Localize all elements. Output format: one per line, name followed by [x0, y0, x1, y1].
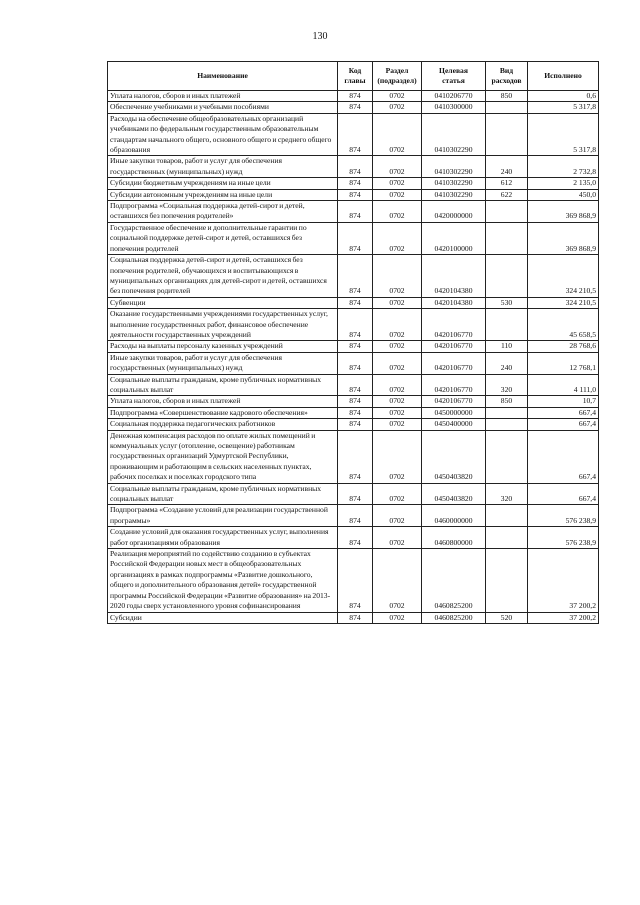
row-section: 0702 — [373, 419, 422, 430]
row-expense-type: 320 — [486, 483, 528, 505]
header-code — [338, 62, 373, 91]
header-target — [422, 62, 486, 91]
table-row — [108, 352, 599, 374]
header-target-line-1: Целевая — [439, 65, 468, 75]
table-row — [108, 156, 599, 178]
row-amount: 324 210,5 — [528, 255, 599, 298]
row-target: 0420106770 — [422, 396, 486, 407]
row-amount: 667,4 — [528, 407, 599, 418]
header-expense-type — [486, 62, 528, 91]
row-target: 0420106770 — [422, 352, 486, 374]
row-name: Расходы на обеспечение общеобразовательных организаций учебниками по федеральным государственным образовательным стандартам начального общего, основного общего и среднего общего образования — [108, 113, 338, 156]
row-amount: 369 868,9 — [528, 222, 599, 254]
row-amount: 37 200,2 — [528, 612, 599, 623]
row-section: 0702 — [373, 222, 422, 254]
row-section: 0702 — [373, 91, 422, 102]
table-row — [108, 549, 599, 612]
row-code: 874 — [338, 201, 373, 223]
row-expense-type — [486, 222, 528, 254]
row-expense-type: 110 — [486, 341, 528, 352]
row-code: 874 — [338, 102, 373, 113]
row-expense-type — [486, 309, 528, 341]
row-section: 0702 — [373, 612, 422, 623]
row-name: Иные закупки товаров, работ и услуг для обеспечения государственных (муниципальных) нужд — [108, 156, 338, 178]
row-amount: 576 238,9 — [528, 505, 599, 527]
table-row — [108, 483, 599, 505]
row-amount: 450,0 — [528, 189, 599, 200]
row-section: 0702 — [373, 407, 422, 418]
row-name: Субсидии — [108, 612, 338, 623]
row-expense-type — [486, 407, 528, 418]
row-name: Иные закупки товаров, работ и услуг для обеспечения государственных (муниципальных) нужд — [108, 352, 338, 374]
row-amount: 37 200,2 — [528, 549, 599, 612]
row-code: 874 — [338, 374, 373, 396]
row-name: Социальная поддержка педагогических работников — [108, 419, 338, 430]
header-executed: Исполнено — [528, 62, 599, 91]
row-expense-type: 850 — [486, 91, 528, 102]
row-section: 0702 — [373, 309, 422, 341]
row-name: Реализация мероприятий по содействию созданию в субъектах Российской Федерации новых мест в общеобразовательных организациях в рамках подпрограммы «Развитие дошкольного, общего и дополнительного образования детей» государственной программы Российской Федерации «Развитие образования» на 2013-2020 годы сверх установленного уровня софинансирования — [108, 549, 338, 612]
row-code: 874 — [338, 178, 373, 189]
row-target: 0460000000 — [422, 505, 486, 527]
row-amount: 667,4 — [528, 483, 599, 505]
row-target: 0460825200 — [422, 612, 486, 623]
header-expense-type-line-2: расходов — [491, 76, 522, 85]
row-name: Подпрограмма «Совершенствование кадрового обеспечения» — [108, 407, 338, 418]
table-row — [108, 113, 599, 156]
table-row — [108, 407, 599, 418]
row-section: 0702 — [373, 255, 422, 298]
row-target: 0410302290 — [422, 178, 486, 189]
row-code: 874 — [338, 91, 373, 102]
row-section: 0702 — [373, 527, 422, 549]
table-row — [108, 201, 599, 223]
row-expense-type — [486, 201, 528, 223]
row-code: 874 — [338, 505, 373, 527]
row-section: 0702 — [373, 201, 422, 223]
table-row — [108, 222, 599, 254]
page-number: 130 — [312, 31, 328, 42]
row-section: 0702 — [373, 102, 422, 113]
row-expense-type: 622 — [486, 189, 528, 200]
budget-table — [107, 61, 599, 624]
row-section: 0702 — [373, 178, 422, 189]
row-expense-type — [486, 549, 528, 612]
row-target: 0450403820 — [422, 430, 486, 483]
row-expense-type: 520 — [486, 612, 528, 623]
table-row — [108, 297, 599, 308]
table-row — [108, 102, 599, 113]
row-target: 0410206770 — [422, 91, 486, 102]
row-name: Подпрограмма «Социальная поддержка детей-сирот и детей, оставшихся без попечения родителей» — [108, 201, 338, 223]
row-expense-type: 850 — [486, 396, 528, 407]
row-expense-type: 320 — [486, 374, 528, 396]
row-name: Субсидии бюджетным учреждениям на иные цели — [108, 178, 338, 189]
row-code: 874 — [338, 309, 373, 341]
row-section: 0702 — [373, 189, 422, 200]
row-expense-type — [486, 430, 528, 483]
row-code: 874 — [338, 549, 373, 612]
row-expense-type — [486, 102, 528, 113]
row-amount: 2 135,0 — [528, 178, 599, 189]
row-amount: 5 317,8 — [528, 113, 599, 156]
row-section: 0702 — [373, 297, 422, 308]
table-row — [108, 527, 599, 549]
row-code: 874 — [338, 430, 373, 483]
row-target: 0420104380 — [422, 297, 486, 308]
row-code: 874 — [338, 483, 373, 505]
row-section: 0702 — [373, 549, 422, 612]
row-section: 0702 — [373, 341, 422, 352]
header-expense-type-line-1: Вид — [499, 65, 514, 75]
row-amount: 369 868,9 — [528, 201, 599, 223]
row-code: 874 — [338, 189, 373, 200]
table-row — [108, 505, 599, 527]
row-target: 0420104380 — [422, 255, 486, 298]
table-header-row — [108, 62, 599, 91]
table-row — [108, 255, 599, 298]
row-section: 0702 — [373, 113, 422, 156]
row-expense-type: 530 — [486, 297, 528, 308]
row-expense-type — [486, 113, 528, 156]
header-target-line-2: статья — [442, 76, 465, 85]
row-target: 0450403820 — [422, 483, 486, 505]
row-amount: 0,6 — [528, 91, 599, 102]
row-amount: 324 210,5 — [528, 297, 599, 308]
row-amount: 2 732,8 — [528, 156, 599, 178]
row-name: Социальные выплаты гражданам, кроме публичных нормативных социальных выплат — [108, 374, 338, 396]
row-name: Субсидии автономным учреждениям на иные цели — [108, 189, 338, 200]
table-row — [108, 341, 599, 352]
table-row — [108, 374, 599, 396]
row-target: 0460825200 — [422, 549, 486, 612]
row-expense-type: 612 — [486, 178, 528, 189]
row-target: 0420100000 — [422, 222, 486, 254]
row-code: 874 — [338, 612, 373, 623]
header-code-line-2: главы — [344, 76, 366, 85]
table-row — [108, 178, 599, 189]
row-section: 0702 — [373, 483, 422, 505]
row-target: 0420106770 — [422, 309, 486, 341]
row-expense-type — [486, 419, 528, 430]
row-target: 0410302290 — [422, 156, 486, 178]
row-name: Социальные выплаты гражданам, кроме публичных нормативных социальных выплат — [108, 483, 338, 505]
row-expense-type — [486, 255, 528, 298]
row-code: 874 — [338, 113, 373, 156]
table-row — [108, 396, 599, 407]
header-section — [373, 62, 422, 91]
row-expense-type: 240 — [486, 352, 528, 374]
row-target: 0450400000 — [422, 419, 486, 430]
row-amount: 5 317,8 — [528, 102, 599, 113]
header-name: Наименование — [108, 62, 338, 91]
row-amount: 4 111,0 — [528, 374, 599, 396]
row-name: Уплата налогов, сборов и иных платежей — [108, 91, 338, 102]
row-target: 0420106770 — [422, 374, 486, 396]
row-name: Расходы на выплаты персоналу казенных учреждений — [108, 341, 338, 352]
row-amount: 12 768,1 — [528, 352, 599, 374]
row-name: Субвенции — [108, 297, 338, 308]
table-row — [108, 309, 599, 341]
row-code: 874 — [338, 156, 373, 178]
table-row — [108, 91, 599, 102]
header-section-line-1: Раздел — [385, 65, 409, 75]
row-amount: 576 238,9 — [528, 527, 599, 549]
row-name: Обеспечение учебниками и учебными пособиями — [108, 102, 338, 113]
row-amount: 667,4 — [528, 419, 599, 430]
header-section-line-2: (подраздел) — [377, 76, 417, 85]
row-target: 0410302290 — [422, 189, 486, 200]
table-row — [108, 612, 599, 623]
row-amount: 28 768,6 — [528, 341, 599, 352]
row-target: 0460800000 — [422, 527, 486, 549]
row-code: 874 — [338, 407, 373, 418]
row-amount: 45 658,5 — [528, 309, 599, 341]
row-target: 0410300000 — [422, 102, 486, 113]
table-row — [108, 430, 599, 483]
row-section: 0702 — [373, 505, 422, 527]
row-expense-type — [486, 527, 528, 549]
row-expense-type — [486, 505, 528, 527]
row-section: 0702 — [373, 156, 422, 178]
table-body — [108, 91, 599, 624]
row-target: 0420000000 — [422, 201, 486, 223]
row-section: 0702 — [373, 396, 422, 407]
row-expense-type: 240 — [486, 156, 528, 178]
row-code: 874 — [338, 419, 373, 430]
row-section: 0702 — [373, 430, 422, 483]
row-name: Создание условий для оказания государственных услуг, выполнения работ организациями образования — [108, 527, 338, 549]
table-row — [108, 189, 599, 200]
table-row — [108, 419, 599, 430]
row-target: 0450000000 — [422, 407, 486, 418]
row-target: 0420106770 — [422, 341, 486, 352]
row-section: 0702 — [373, 374, 422, 396]
row-name: Денежная компенсация расходов по оплате жилых помещений и коммунальных услуг (отопление, освещение) работникам государственных организаций Удмуртской Республики, проживающим и работающим в сельских населенных пунктах, рабочих поселках и поселках городского типа — [108, 430, 338, 483]
row-code: 874 — [338, 396, 373, 407]
row-name: Государственное обеспечение и дополнительные гарантии по социальной поддержке детей-сирот и детей, оставшихся без попечения родителей — [108, 222, 338, 254]
row-name: Уплата налогов, сборов и иных платежей — [108, 396, 338, 407]
row-code: 874 — [338, 527, 373, 549]
row-code: 874 — [338, 222, 373, 254]
row-amount: 10,7 — [528, 396, 599, 407]
row-name: Социальная поддержка детей-сирот и детей, оставшихся без попечения родителей, обучающихся и воспитывающихся в муниципальных организациях для детей-сирот и детей, оставшихся без попечения родителей — [108, 255, 338, 298]
row-code: 874 — [338, 255, 373, 298]
row-name: Оказание государственными учреждениями государственных услуг, выполнение государственных работ, финансовое обеспечение деятельности государственных учреждений — [108, 309, 338, 341]
row-amount: 667,4 — [528, 430, 599, 483]
row-code: 874 — [338, 352, 373, 374]
row-target: 0410302290 — [422, 113, 486, 156]
row-section: 0702 — [373, 352, 422, 374]
row-name: Подпрограмма «Создание условий для реализации государственной программы» — [108, 505, 338, 527]
row-code: 874 — [338, 297, 373, 308]
header-code-line-1: Код — [348, 65, 362, 75]
row-code: 874 — [338, 341, 373, 352]
